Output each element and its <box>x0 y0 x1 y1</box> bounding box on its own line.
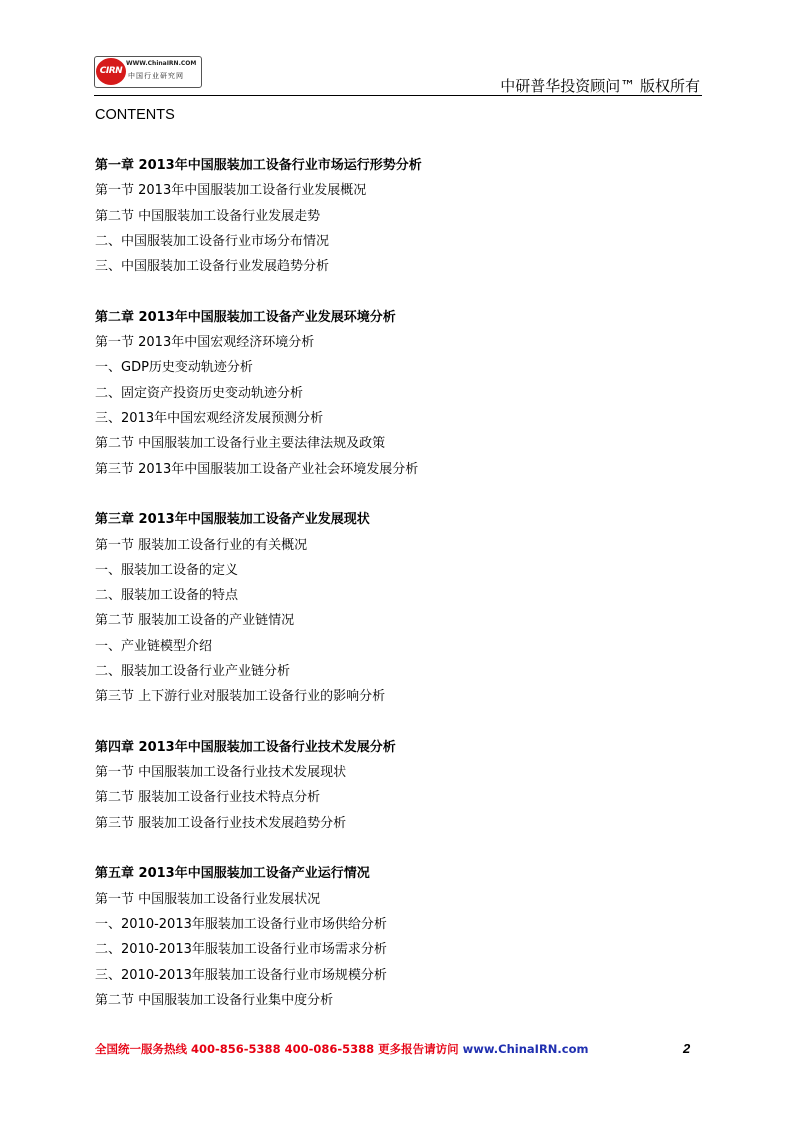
toc-entry: 第一节 2013年中国宏观经济环境分析 <box>95 335 315 350</box>
footer-contact <box>95 1041 589 1057</box>
toc-entry: 二、中国服装加工设备行业市场分布情况 <box>95 234 330 249</box>
toc-entry: 第三节 上下游行业对服装加工设备行业的影响分析 <box>95 689 386 704</box>
toc-entry: 第二节 服装加工设备行业技术特点分析 <box>95 790 321 805</box>
toc-entry: 第二节 服装加工设备的产业链情况 <box>95 613 295 628</box>
logo-badge: CIRN <box>96 58 126 85</box>
footer-hotline: 全国统一服务热线 400-856-5388 400-086-5388 更多报告请访问 <box>95 1042 459 1056</box>
toc-entry: 一、产业链模型介绍 <box>95 639 213 654</box>
toc-entry: 第三节 2013年中国服装加工设备产业社会环境发展分析 <box>95 462 419 477</box>
toc-chapter-heading: 第一章 2013年中国服装加工设备行业市场运行形势分析 <box>95 158 422 173</box>
toc-entry: 第二节 中国服装加工设备行业主要法律法规及政策 <box>95 436 386 451</box>
toc-entry: 三、2013年中国宏观经济发展预测分析 <box>95 411 324 426</box>
page-number: 2 <box>683 1041 691 1056</box>
toc-chapter-heading: 第四章 2013年中国服装加工设备行业技术发展分析 <box>95 740 396 755</box>
toc-chapter-heading: 第二章 2013年中国服装加工设备产业发展环境分析 <box>95 310 396 325</box>
toc-entry: 三、中国服装加工设备行业发展趋势分析 <box>95 259 330 274</box>
toc-entry: 第三节 服装加工设备行业技术发展趋势分析 <box>95 816 347 831</box>
toc-entry: 三、2010-2013年服装加工设备行业市场规模分析 <box>95 968 387 983</box>
toc-entry: 第一节 中国服装加工设备行业发展状况 <box>95 892 321 907</box>
toc-entry: 第二节 中国服装加工设备行业集中度分析 <box>95 993 334 1008</box>
toc-entry: 二、服装加工设备的特点 <box>95 588 239 603</box>
toc-chapter-heading: 第三章 2013年中国服装加工设备产业发展现状 <box>95 512 370 527</box>
header-divider <box>94 95 702 96</box>
company-logo <box>94 56 202 88</box>
toc-entry: 一、2010-2013年服装加工设备行业市场供给分析 <box>95 917 387 932</box>
contents-heading: CONTENTS <box>95 107 175 123</box>
copyright-notice: 中研普华投资顾问™ 版权所有 <box>500 77 700 95</box>
toc-entry: 二、服装加工设备行业产业链分析 <box>95 664 291 679</box>
toc-entry: 二、2010-2013年服装加工设备行业市场需求分析 <box>95 942 387 957</box>
toc-chapter-heading: 第五章 2013年中国服装加工设备产业运行情况 <box>95 866 370 881</box>
toc-entry: 第一节 中国服装加工设备行业技术发展现状 <box>95 765 347 780</box>
toc-entry: 第一节 2013年中国服装加工设备行业发展概况 <box>95 183 367 198</box>
toc-entry: 二、固定资产投资历史变动轨迹分析 <box>95 386 304 401</box>
logo-chinese-text: 中国行业研究网 <box>128 72 184 80</box>
toc-entry: 一、GDP历史变动轨迹分析 <box>95 360 253 375</box>
toc-entry: 第一节 服装加工设备行业的有关概况 <box>95 538 308 553</box>
toc-entry: 一、服装加工设备的定义 <box>95 563 239 578</box>
logo-url-text: WWW.ChinaIRN.COM <box>126 60 197 67</box>
footer-website-link[interactable]: www.ChinaIRN.com <box>462 1042 589 1056</box>
toc-entry: 第二节 中国服装加工设备行业发展走势 <box>95 209 321 224</box>
